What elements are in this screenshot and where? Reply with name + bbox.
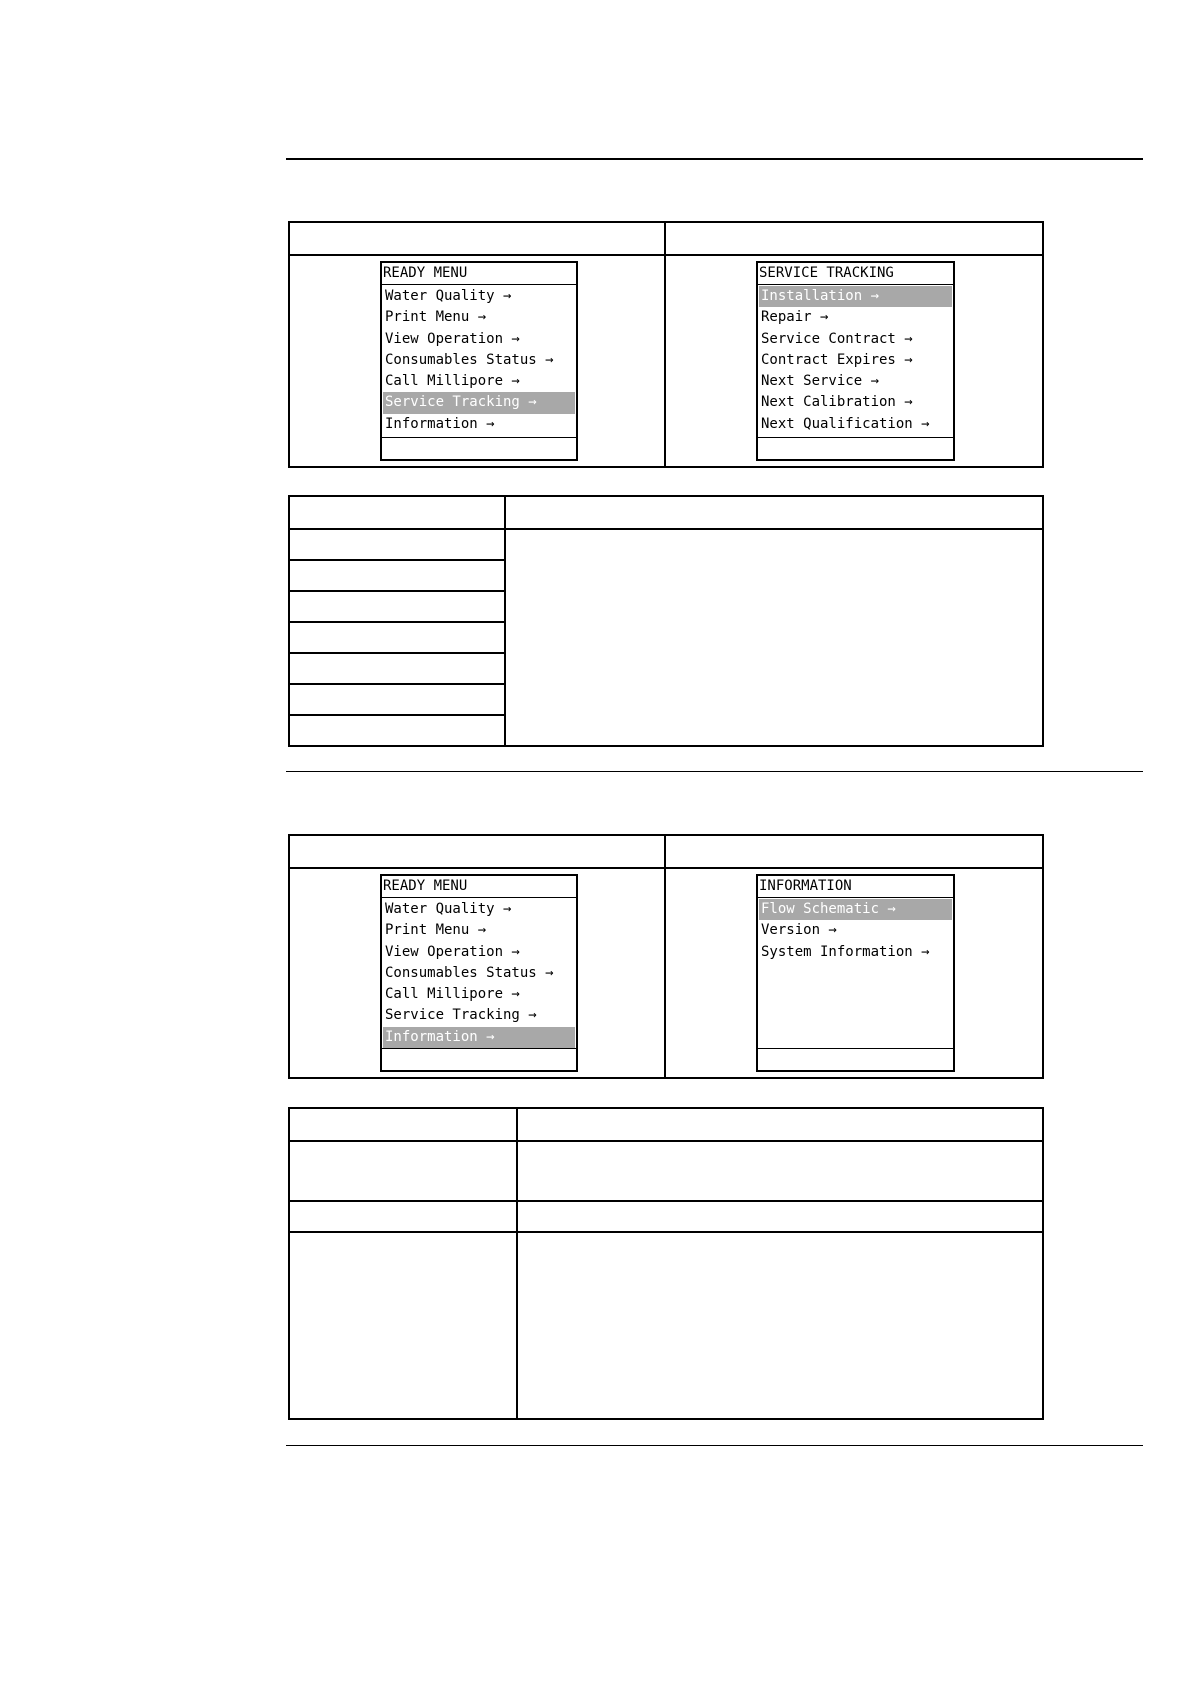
- table-cell: [289, 684, 505, 715]
- screen-title: READY MENU: [382, 263, 576, 285]
- screen-footer: [382, 437, 576, 459]
- screen-footer: [758, 1048, 953, 1070]
- menu-list: [382, 285, 576, 437]
- table-header-cell: [289, 1108, 517, 1141]
- menu-item[interactable]: Version →: [761, 922, 837, 939]
- menu-item[interactable]: Next Qualification →: [761, 415, 930, 432]
- menu-item[interactable]: Water Quality →: [385, 288, 512, 304]
- menu-item[interactable]: Print Menu →: [385, 922, 487, 939]
- menu-item[interactable]: Consumables Status →: [385, 964, 554, 981]
- table-header-cell: [289, 496, 505, 529]
- menu-item[interactable]: View Operation →: [385, 943, 520, 960]
- description-cell: [505, 529, 1043, 746]
- menu-item[interactable]: View Operation →: [385, 330, 520, 347]
- menu-item[interactable]: Service Tracking →: [383, 392, 575, 413]
- table-header-cell: [289, 222, 665, 255]
- table-cell: [289, 653, 505, 684]
- menu-list: [758, 285, 953, 437]
- menu-item[interactable]: Consumables Status →: [385, 351, 554, 368]
- menu-item[interactable]: Call Millipore →: [385, 986, 520, 1003]
- menu-list: [382, 898, 576, 1048]
- screen-footer: [382, 1048, 576, 1070]
- table-cell: [289, 591, 505, 622]
- lcd-ready-menu-screen: [380, 874, 578, 1072]
- menu-item[interactable]: System Information →: [761, 943, 930, 960]
- lcd-information-screen: [756, 874, 955, 1072]
- table-header-cell: [665, 835, 1043, 868]
- table-header-cell: [517, 1108, 1043, 1141]
- top-rule: [286, 158, 1143, 160]
- information-description-table: [288, 1107, 1044, 1420]
- screen-title: READY MENU: [382, 876, 576, 898]
- table-cell: [517, 1141, 1043, 1201]
- table-cell: [289, 560, 505, 591]
- menu-item[interactable]: Service Contract →: [761, 330, 913, 347]
- service-tracking-description-table: [288, 495, 1044, 747]
- table-cell: [289, 1141, 517, 1201]
- screen-title: SERVICE TRACKING: [758, 263, 953, 285]
- screen-footer: [758, 437, 953, 459]
- menu-item[interactable]: Print Menu →: [385, 309, 487, 326]
- table-cell: [517, 1232, 1043, 1419]
- menu-item[interactable]: Service Tracking →: [385, 1007, 537, 1024]
- menu-item[interactable]: Information →: [383, 1027, 575, 1048]
- table-cell: [517, 1201, 1043, 1232]
- lcd-ready-menu-screen: [380, 261, 578, 461]
- table-cell: [289, 1201, 517, 1232]
- table-header-cell: [289, 835, 665, 868]
- menu-item[interactable]: Installation →: [759, 286, 952, 307]
- menu-item[interactable]: Repair →: [761, 309, 829, 326]
- bottom-rule: [286, 1445, 1143, 1446]
- lcd-service-tracking-screen: [756, 261, 955, 461]
- menu-list: [758, 898, 953, 1048]
- menu-item[interactable]: Flow Schematic →: [759, 899, 952, 920]
- menu-item[interactable]: Water Quality →: [385, 900, 512, 917]
- table-cell: [289, 529, 505, 560]
- table-cell: [289, 1232, 517, 1419]
- menu-item[interactable]: Call Millipore →: [385, 373, 520, 390]
- table-header-cell: [505, 496, 1043, 529]
- menu-item[interactable]: Next Calibration →: [761, 394, 913, 411]
- menu-item[interactable]: Contract Expires →: [761, 351, 913, 368]
- table-header-cell: [665, 222, 1043, 255]
- menu-item[interactable]: Information →: [385, 415, 495, 432]
- screen-title: INFORMATION: [758, 876, 953, 898]
- table-cell: [289, 715, 505, 746]
- section-divider: [286, 771, 1143, 772]
- menu-item[interactable]: Next Service →: [761, 373, 880, 390]
- table-cell: [289, 622, 505, 653]
